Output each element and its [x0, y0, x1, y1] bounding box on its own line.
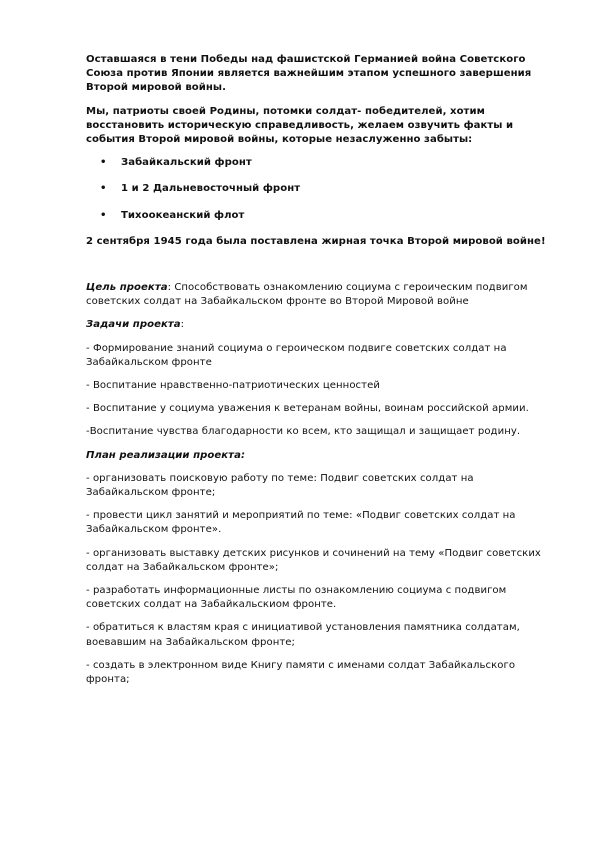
intro-paragraph-2: Мы, патриоты своей Родины, потомки солдат- победителей, хотим восстановить историческую справедливость, желаем озвучить факты и события Второй мировой войны, которые незаслуженно забыты: — [86, 105, 514, 146]
task-item: - Воспитание нравственно-патриотических ценностей — [86, 380, 380, 392]
fronts-list — [86, 156, 556, 223]
task-item: - Воспитание у социума уважения к ветеранам войны, воинам российской армии. — [86, 403, 529, 415]
task-item: - Формирование знаний социума о героическом подвиге советских солдат на Забайкальском фронте — [86, 342, 507, 368]
list-item: • Забайкальский фронт — [86, 156, 556, 170]
tasks-heading: Задачи проекта — [86, 319, 181, 331]
plan-item: - провести цикл занятий и мероприятий по теме: «Подвиг советских солдат на Забайкальском фронте». — [86, 510, 516, 536]
intro-paragraph-3: 2 сентября 1945 года была поставлена жирная точка Второй мировой войне! — [86, 235, 546, 247]
plan-item: - организовать выставку детских рисунков и сочинений на тему «Подвиг советских солдат на Забайкальском фронте»; — [86, 547, 541, 573]
plan-item: - создать в электронном виде Книгу памяти с именами солдат Забайкальского фронта; — [86, 659, 516, 686]
section-spacer — [86, 258, 556, 281]
plan-heading: План реализации проекта: — [86, 449, 246, 461]
goal-text: Способствовать ознакомлению социума с героическим подвигом советских солдат на Забайкальском фронте во Второй Мировой войне — [86, 282, 528, 308]
list-item: • Тихоокеанский флот — [86, 209, 556, 223]
goal-heading: Цель проекта — [86, 282, 168, 294]
plan-item: - разработать информационные листы по ознакомлению социума с подвигом советских солдат на Забайкальскиом фронте. — [86, 585, 507, 611]
list-item: • 1 и 2 Дальневосточный фронт — [86, 182, 556, 196]
task-item: -Воспитание чувства благодарности ко всем, кто защищал и защищает родину. — [86, 426, 521, 438]
document-page — [86, 53, 556, 696]
intro-paragraph-1: Оставшаяся в тени Победы над фашистской Германией война Советского Союза против Японии является важнейшим этапом успешного завершения Второй мировой войны. — [86, 54, 532, 94]
plan-item: - организовать поисковую работу по теме: Подвиг советских солдат на Забайкальском фронте; — [86, 472, 474, 499]
tasks-colon: : — [180, 319, 185, 331]
goal-colon: : — [167, 282, 175, 294]
goal-paragraph — [86, 281, 556, 309]
plan-item: - обратиться к властям края с инициативой установления памятника солдатам, воевавшим на Забайкальском фронте; — [86, 622, 520, 648]
tasks-heading-line — [86, 318, 556, 332]
